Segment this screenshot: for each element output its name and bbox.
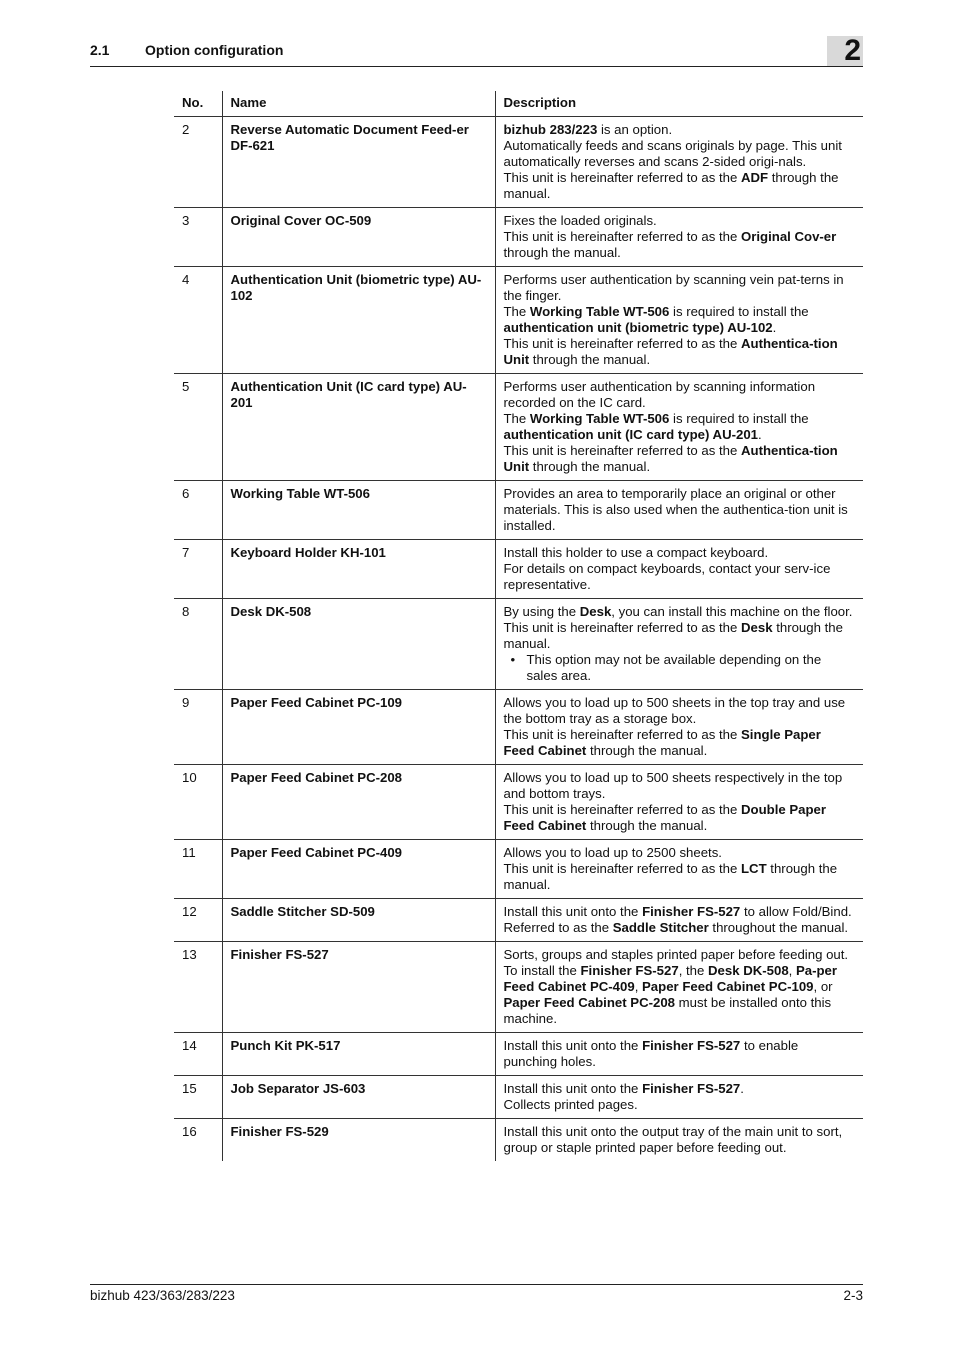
bullet-item <box>504 652 856 684</box>
option-name: Job Separator JS-603 <box>222 1076 495 1119</box>
table-row <box>174 1076 863 1119</box>
description-text: This unit is hereinafter referred to as the <box>503 802 741 817</box>
option-description <box>495 374 863 481</box>
table-row <box>174 599 863 690</box>
bold-term: Saddle Stitcher <box>612 920 709 935</box>
table-row <box>174 942 863 1033</box>
description-text: Install this unit onto the <box>503 1038 643 1053</box>
option-name: Paper Feed Cabinet PC-109 <box>222 690 495 765</box>
description-text: is an option. <box>597 122 673 137</box>
description-text: Install this unit onto the output tray of the main unit to sort, group or staple printed paper before feeding out. <box>503 1124 843 1155</box>
bold-term: Paper Feed Cabinet PC-109 <box>642 979 814 994</box>
description-text: Install this unit onto the <box>503 904 643 919</box>
description-line <box>504 336 856 368</box>
page-header <box>90 34 863 67</box>
description-line <box>504 272 856 304</box>
description-text: Collects printed pages. <box>503 1097 638 1112</box>
option-description <box>495 840 863 899</box>
description-text: This unit is hereinafter referred to as the <box>503 727 741 742</box>
row-number: 14 <box>174 1033 222 1076</box>
description-line <box>504 695 856 727</box>
description-text: Performs user authentication by scanning information recorded on the IC card. <box>503 379 816 410</box>
bold-term: authentication unit (IC card type) AU-201 <box>503 427 758 442</box>
description-text: By using the <box>503 604 580 619</box>
option-description <box>495 117 863 208</box>
option-description <box>495 899 863 942</box>
description-text: through the manual. <box>529 459 651 474</box>
description-line <box>504 920 856 936</box>
description-line <box>504 545 856 561</box>
description-text: , you can install this machine on the floor. <box>611 604 853 619</box>
chapter-badge: 2 <box>827 36 863 66</box>
row-number: 11 <box>174 840 222 899</box>
option-name: Authentication Unit (IC card type) AU-201 <box>222 374 495 481</box>
description-line <box>504 138 856 170</box>
option-name: Punch Kit PK-517 <box>222 1033 495 1076</box>
table-row <box>174 840 863 899</box>
description-line <box>504 486 856 534</box>
bold-term: Finisher FS-527 <box>580 963 679 978</box>
description-text: through the manual. <box>503 861 838 892</box>
bold-term: Authentica-tion Unit <box>503 336 838 367</box>
description-line <box>504 904 856 920</box>
table-header-row <box>174 91 863 117</box>
description-text: Allows you to load up to 500 sheets in the top tray and use the bottom tray as a storage box. <box>503 695 846 726</box>
description-text: Automatically feeds and scans originals by page. This unit automatically reverses and scans 2-sided origi-nals. <box>503 138 842 169</box>
description-text: , <box>634 979 643 994</box>
row-number: 16 <box>182 1124 197 1139</box>
column-header-no: No. <box>174 91 222 117</box>
description-text: is required to install the <box>669 411 809 426</box>
description-text: Install this holder to use a compact keyboard. <box>503 545 769 560</box>
option-description <box>495 942 863 1033</box>
option-name: Finisher FS-529 <box>222 1119 495 1162</box>
description-text: For details on compact keyboards, contact your serv-ice representative. <box>503 561 831 592</box>
column-header-name: Name <box>222 91 495 117</box>
description-text: This unit is hereinafter referred to as the <box>503 443 741 458</box>
description-line <box>504 1097 856 1113</box>
description-text: Allows you to load up to 500 sheets respectively in the top and bottom trays. <box>503 770 843 801</box>
row-number: 6 <box>174 481 222 540</box>
row-number: 2 <box>174 117 222 208</box>
bold-term: Original Cov-er <box>741 229 837 244</box>
bold-term: Working Table WT-506 <box>529 411 670 426</box>
description-text: is required to install the <box>669 304 809 319</box>
page-footer <box>90 1284 863 1303</box>
table-row <box>174 765 863 840</box>
description-line <box>504 1038 856 1070</box>
table-row <box>174 1119 863 1162</box>
option-name: Reverse Automatic Document Feed-er DF-621 <box>222 117 495 208</box>
description-line <box>504 1081 856 1097</box>
section-title: Option configuration <box>145 42 284 58</box>
bold-term: authentication unit (biometric type) AU-102 <box>503 320 773 335</box>
description-text: , or <box>813 979 833 994</box>
description-text: The <box>503 411 530 426</box>
row-number: 8 <box>174 599 222 690</box>
description-text: , <box>788 963 796 978</box>
bold-term: Finisher FS-527 <box>642 904 741 919</box>
table-row <box>174 540 863 599</box>
description-line <box>504 861 856 893</box>
option-name: Keyboard Holder KH-101 <box>222 540 495 599</box>
description-text: to allow Fold/Bind. <box>740 904 852 919</box>
bold-term: Single Paper Feed Cabinet <box>503 727 821 758</box>
description-text: . <box>758 427 762 442</box>
description-text: The <box>503 304 530 319</box>
section-number: 2.1 <box>90 42 110 58</box>
option-name: Authentication Unit (biometric type) AU-102 <box>222 267 495 374</box>
table-row <box>174 208 863 267</box>
description-text: To install the <box>503 963 581 978</box>
description-line <box>504 561 856 593</box>
description-line <box>504 947 856 963</box>
description-line <box>504 411 856 443</box>
option-name: Paper Feed Cabinet PC-409 <box>222 840 495 899</box>
option-description <box>495 1119 863 1162</box>
description-text: through the manual. <box>529 352 651 367</box>
option-name: Working Table WT-506 <box>222 481 495 540</box>
description-line <box>504 379 856 411</box>
option-name: Original Cover OC-509 <box>222 208 495 267</box>
bold-term: Double Paper Feed Cabinet <box>503 802 827 833</box>
description-text: through the manual. <box>503 170 839 201</box>
option-description <box>495 690 863 765</box>
table-row <box>174 374 863 481</box>
option-description <box>495 599 863 690</box>
description-text: Fixes the loaded originals. <box>503 213 657 228</box>
description-line <box>504 170 856 202</box>
description-text: through the manual. <box>503 245 621 260</box>
description-text: This unit is hereinafter referred to as the <box>503 336 741 351</box>
table-row <box>174 267 863 374</box>
description-text: Allows you to load up to 2500 sheets. <box>503 845 722 860</box>
option-name: Desk DK-508 <box>222 599 495 690</box>
description-line <box>504 122 856 138</box>
description-line <box>504 229 856 261</box>
bullet-icon: • <box>510 652 516 667</box>
table-row <box>174 690 863 765</box>
description-text: Install this unit onto the <box>503 1081 643 1096</box>
option-table <box>174 91 863 1161</box>
bold-term: Paper Feed Cabinet PC-208 <box>503 995 675 1010</box>
row-number: 13 <box>174 942 222 1033</box>
option-description <box>495 1033 863 1076</box>
description-text: Referred to as the <box>503 920 613 935</box>
option-description <box>495 208 863 267</box>
table-row <box>174 1033 863 1076</box>
bold-term: Authentica-tion Unit <box>503 443 838 474</box>
table-row <box>174 481 863 540</box>
description-text: This unit is hereinafter referred to as the <box>503 620 741 635</box>
description-text: This unit is hereinafter referred to as the <box>503 861 741 876</box>
description-line <box>504 443 856 475</box>
option-description <box>495 540 863 599</box>
description-text: This unit is hereinafter referred to as the <box>503 229 741 244</box>
bold-term: Working Table WT-506 <box>529 304 670 319</box>
bold-term: Finisher FS-527 <box>642 1081 741 1096</box>
description-text: through the manual. <box>586 743 708 758</box>
option-description <box>495 765 863 840</box>
description-text: to enable punching holes. <box>503 1038 799 1069</box>
description-line <box>504 620 856 652</box>
description-text: through the manual. <box>586 818 708 833</box>
option-name: Saddle Stitcher SD-509 <box>222 899 495 942</box>
description-text: Sorts, groups and staples printed paper before feeding out. <box>503 947 849 962</box>
option-name: Paper Feed Cabinet PC-208 <box>222 765 495 840</box>
description-text: This unit is hereinafter referred to as the <box>503 170 741 185</box>
row-number: 4 <box>174 267 222 374</box>
description-line <box>504 770 856 802</box>
footer-page-number: 2-3 <box>843 1288 863 1303</box>
description-text: Provides an area to temporarily place an original or other materials. This is also used when the authentica-tion unit is installed. <box>503 486 848 533</box>
bold-term: Pa-per Feed Cabinet PC-409 <box>503 963 838 994</box>
option-description <box>495 481 863 540</box>
bold-term: Finisher FS-527 <box>642 1038 741 1053</box>
description-line <box>504 604 856 620</box>
row-number: 15 <box>174 1076 222 1119</box>
bold-term: ADF <box>741 170 769 185</box>
option-description <box>495 267 863 374</box>
description-line <box>504 963 856 1027</box>
description-text: . <box>740 1081 744 1096</box>
bullet-text: This option may not be available depending on the sales area. <box>526 652 822 683</box>
table-row <box>174 117 863 208</box>
option-name: Finisher FS-527 <box>222 942 495 1033</box>
row-number: 7 <box>174 540 222 599</box>
column-header-description: Description <box>495 91 863 117</box>
description-line <box>504 802 856 834</box>
description-text: through the manual. <box>503 620 843 651</box>
bold-term: bizhub 283/223 <box>503 122 598 137</box>
description-line <box>504 304 856 336</box>
description-line <box>504 845 856 861</box>
row-number: 9 <box>174 690 222 765</box>
bold-term: Desk <box>579 604 612 619</box>
bold-term: Desk <box>741 620 773 635</box>
description-line <box>504 1124 856 1156</box>
description-text: must be installed onto this machine. <box>503 995 832 1026</box>
description-text: , the <box>678 963 709 978</box>
description-line <box>504 727 856 759</box>
description-text: Performs user authentication by scanning vein pat-terns in the finger. <box>503 272 844 303</box>
table-row <box>174 899 863 942</box>
row-number: 10 <box>174 765 222 840</box>
table-body <box>174 117 863 1162</box>
footer-model: bizhub 423/363/283/223 <box>90 1288 235 1303</box>
row-number: 12 <box>174 899 222 942</box>
description-text: throughout the manual. <box>708 920 849 935</box>
description-text: . <box>772 320 777 335</box>
bold-term: LCT <box>741 861 767 876</box>
description-line <box>504 213 856 229</box>
row-number: 3 <box>174 208 222 267</box>
option-description <box>495 1076 863 1119</box>
row-number: 5 <box>174 374 222 481</box>
bold-term: Desk DK-508 <box>708 963 789 978</box>
